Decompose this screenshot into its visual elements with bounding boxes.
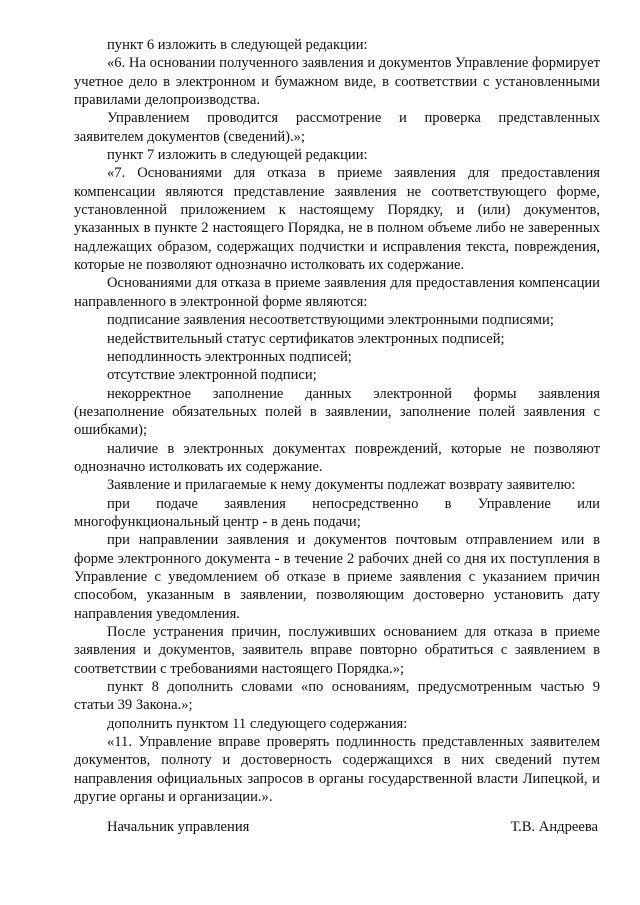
paragraph: недействительный статус сертификатов электронных подписей; <box>107 330 505 347</box>
paragraph: Управлением проводится рассмотрение и проверка представленных заявителем документов (сведений).»; <box>74 110 600 145</box>
paragraph: дополнить пунктом 11 следующего содержания: <box>107 715 408 732</box>
paragraph: подписание заявления несоответствующими электронными подписями; <box>107 312 554 329</box>
signatory-name: Т.В. Андреева <box>510 819 598 835</box>
paragraph: пункт 6 изложить в следующей редакции: <box>107 37 368 53</box>
signature-block <box>107 818 598 836</box>
paragraph: Основаниями для отказа в приеме заявления для предоставления компенсации направленного в электронной форме являются: <box>74 275 600 310</box>
paragraph: пункт 7 изложить в следующей редакции: <box>107 147 368 164</box>
paragraph: неподлинность электронных подписей; <box>107 348 352 365</box>
paragraph: отсутствие электронной подписи; <box>107 367 317 384</box>
paragraph: «7. Основаниями для отказа в приеме заявления для предоставления компенсации являются представление заявления не соответствующего форме, установленной приложением к настоящему Порядку, и (или) документов, указанных в пункте 2 настоящего Порядка, не в полном объеме либо не заверенных надлежащих образом, содержащих подчистки и исправления текста, повреждения, которые не позволяют однозначно истолковать их содержание. <box>74 165 600 274</box>
paragraph: Заявление и прилагаемые к нему документы подлежат возврату заявителю: <box>107 477 576 494</box>
paragraph: После устранения причин, послуживших основанием для отказа в приеме заявления и документов, заявитель вправе повторно обратиться с заявлением в соответствии с требованиями настоящего Порядка.»; <box>74 624 600 677</box>
paragraph: пункт 8 дополнить словами «по основаниям, предусмотренным частью 9 статьи 39 Закона.»; <box>74 679 600 714</box>
paragraph: некорректное заполнение данных электронной формы заявления (незаполнение обязательных полей в заявлении, заполнение полей заявления с ошибками); <box>74 385 600 439</box>
document-body <box>74 36 600 806</box>
paragraph: наличие в электронных документах повреждений, которые не позволяют однозначно истолковать их содержание. <box>74 440 600 475</box>
paragraph: «6. На основании полученного заявления и документов Управление формирует учетное дело в электронном и бумажном виде, в соответствии с установленными правилами делопроизводства. <box>74 55 600 109</box>
paragraph: «11. Управление вправе проверять подлинность представленных заявителем документов, полноту и достоверность содержащихся в них сведений путем направления официальных запросов в органы государственной власти Липецкой, и другие органы и организации.». <box>74 734 600 806</box>
paragraph: при подаче заявления непосредственно в Управление или многофункциональный центр - в день подачи; <box>74 495 600 530</box>
paragraph: при направлении заявления и документов почтовым отправлением или в форме электронного документа - в течение 2 рабочих дней со дня их поступления в Управление с уведомлением об отказе в приеме заявления с указанием причин способом, указанным в заявлении, позволяющим достоверно установить дату направления уведомления. <box>74 532 600 622</box>
signatory-position: Начальник управления <box>107 819 250 835</box>
